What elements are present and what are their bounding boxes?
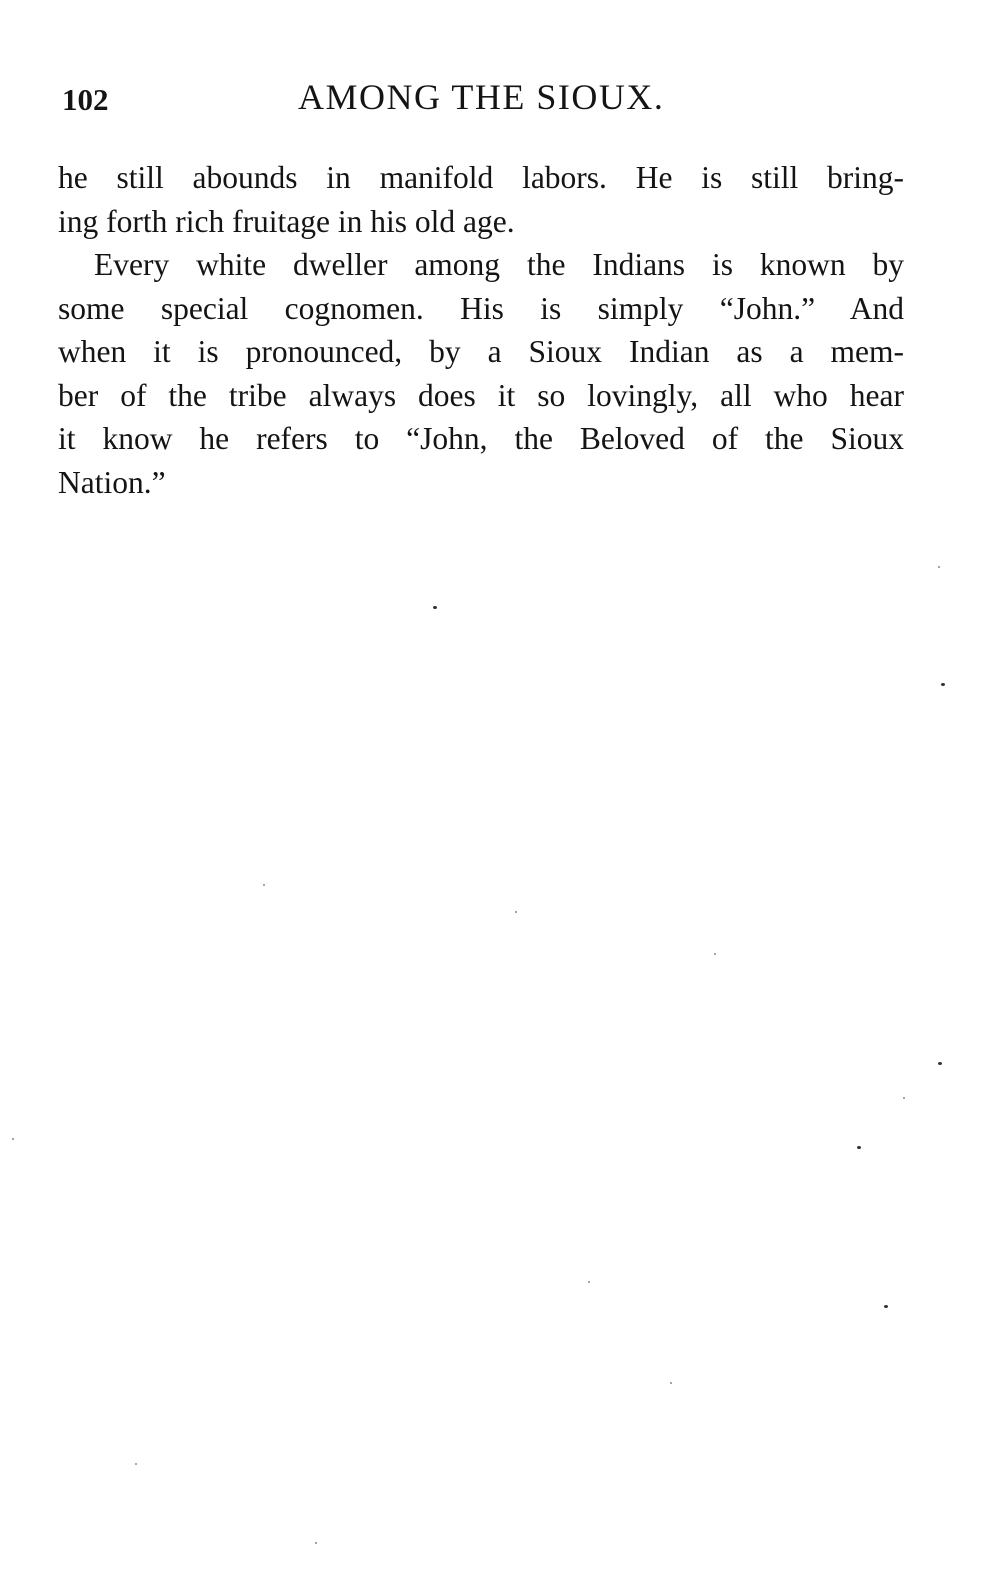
text-line: it know he refers to “John, the Beloved of the Sioux	[58, 421, 904, 456]
body-text	[58, 156, 904, 504]
scan-speck	[515, 911, 517, 913]
page-number: 102	[62, 82, 109, 117]
scan-speck	[433, 606, 437, 609]
text-line: some special cognomen. His is simply “John.” And	[58, 290, 904, 326]
scan-speck	[12, 1138, 14, 1140]
text-line: he still abounds in manifold labors. He is still bring-	[58, 160, 904, 195]
scan-speck	[857, 1146, 861, 1149]
page-header	[62, 76, 904, 124]
scan-speck	[938, 566, 940, 568]
text-line: ing forth rich fruitage in his old age.	[58, 203, 515, 239]
scan-speck	[670, 1382, 672, 1384]
scan-speck	[315, 1542, 317, 1544]
text-line: ber of the tribe always does it so lovingly, all who hear	[58, 377, 904, 413]
text-line: when it is pronounced, by a Sioux Indian as a mem-	[58, 334, 904, 369]
scan-speck	[588, 1281, 590, 1283]
text-line: Every white dweller among the Indians is known by	[94, 247, 904, 282]
scan-speck	[884, 1305, 888, 1308]
scan-speck	[938, 1062, 942, 1065]
scan-speck	[135, 1463, 137, 1465]
running-title: AMONG THE SIOUX.	[298, 77, 665, 117]
scan-speck	[903, 1097, 905, 1099]
scan-speck	[714, 953, 716, 955]
scan-speck	[941, 683, 945, 686]
scan-speck	[263, 884, 265, 886]
text-line: Nation.”	[58, 464, 166, 500]
